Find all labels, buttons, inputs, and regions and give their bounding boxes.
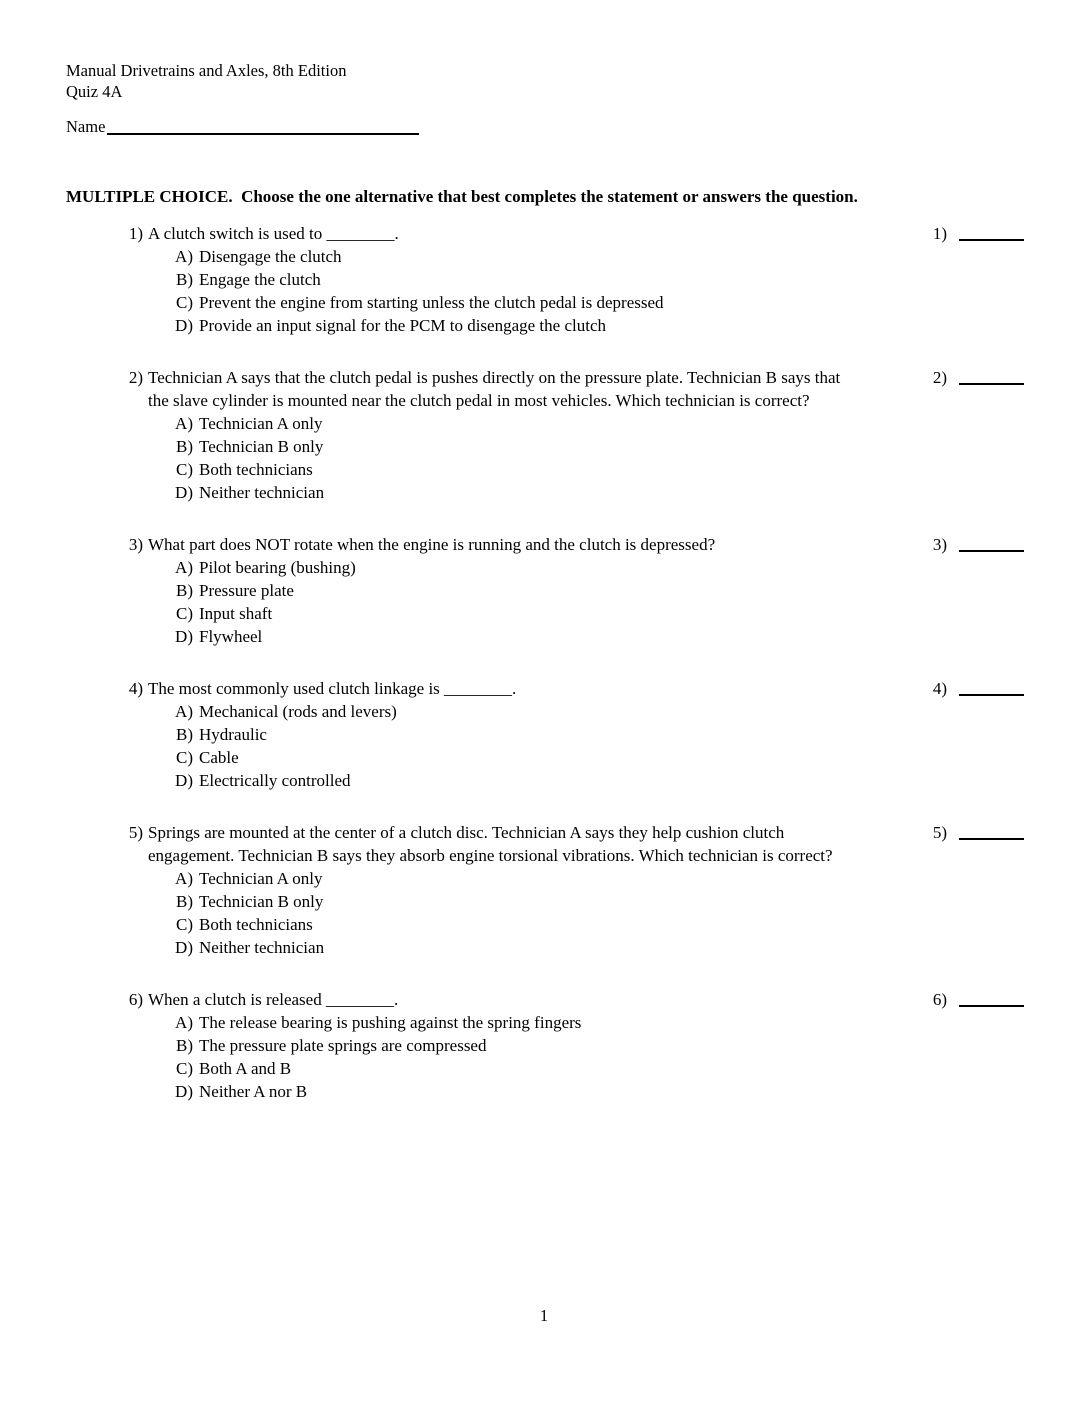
answer-blank-line[interactable] <box>959 677 1024 696</box>
question-main <box>66 366 866 504</box>
question-text: A clutch switch is used to ________. <box>148 224 399 243</box>
answer-number: 1) <box>932 224 947 243</box>
option-text: Mechanical (rods and levers) <box>199 702 397 721</box>
option-row <box>171 291 866 314</box>
option-row <box>171 746 866 769</box>
option-row <box>171 1080 866 1103</box>
option-label: C) <box>176 1059 193 1078</box>
answer-blank-line[interactable] <box>959 533 1024 552</box>
option-label: A) <box>175 414 193 433</box>
option-label: D) <box>175 771 193 790</box>
question-line <box>127 533 866 556</box>
question-text: What part does NOT rotate when the engine is running and the clutch is depressed? <box>148 535 716 554</box>
question-number: 6) <box>128 990 143 1009</box>
option-label: B) <box>176 581 193 600</box>
question-main <box>66 988 866 1103</box>
answer-number: 4) <box>932 679 947 698</box>
option-label: C) <box>176 460 193 479</box>
question-line <box>127 677 866 700</box>
option-text: Cable <box>199 748 239 767</box>
option-label: C) <box>176 293 193 312</box>
option-text: Disengage the clutch <box>199 247 342 266</box>
option-label: A) <box>175 869 193 888</box>
option-label: A) <box>175 558 193 577</box>
options-list <box>171 556 866 648</box>
option-text: Neither A nor B <box>199 1082 308 1101</box>
document-header <box>66 60 346 102</box>
name-row <box>66 116 419 137</box>
option-row <box>171 435 866 458</box>
option-text: Hydraulic <box>199 725 267 744</box>
option-row <box>171 412 866 435</box>
question-main <box>66 677 866 792</box>
question-block <box>66 821 1024 959</box>
option-label: C) <box>176 748 193 767</box>
option-label: B) <box>176 437 193 456</box>
question-block <box>66 366 1024 504</box>
option-text: Technician B only <box>199 892 324 911</box>
answer-area <box>923 821 1024 844</box>
option-label: A) <box>175 1013 193 1032</box>
quiz-subtitle: Quiz 4A <box>66 82 123 101</box>
option-row <box>171 481 866 504</box>
option-text: Pressure plate <box>199 581 294 600</box>
question-text: When a clutch is released ________. <box>148 990 399 1009</box>
question-block <box>66 533 1024 648</box>
answer-number: 3) <box>932 535 947 554</box>
option-label: A) <box>175 702 193 721</box>
answer-number: 6) <box>932 990 947 1009</box>
option-label: B) <box>176 892 193 911</box>
questions-list <box>66 222 1024 1132</box>
question-number: 1) <box>128 224 143 243</box>
options-list <box>171 700 866 792</box>
question-main <box>66 821 866 959</box>
option-text: Engage the clutch <box>199 270 321 289</box>
answer-blank-line[interactable] <box>959 988 1024 1007</box>
section-heading: MULTIPLE CHOICE. Choose the one alternative that best completes the statement or answers the question. <box>66 187 858 206</box>
option-label: C) <box>176 604 193 623</box>
option-label: D) <box>175 627 193 646</box>
option-row <box>171 602 866 625</box>
question-text: Springs are mounted at the center of a clutch disc. Technician A says they help cushion clutch engagement. Technician B says they absorb engine torsional vibrations. Which technician is correct? <box>148 823 833 865</box>
answer-area <box>923 677 1024 700</box>
question-number: 2) <box>128 368 143 387</box>
option-text: Electrically controlled <box>199 771 351 790</box>
option-text: Provide an input signal for the PCM to disengage the clutch <box>199 316 606 335</box>
option-label: D) <box>175 483 193 502</box>
options-list <box>171 1011 866 1103</box>
question-number: 5) <box>128 823 143 842</box>
option-row <box>171 314 866 337</box>
question-text: Technician A says that the clutch pedal is pushes directly on the pressure plate. Technician B says that the slave cylinder is mounted near the clutch pedal in most vehicles. Which technician is correct? <box>148 368 841 410</box>
option-row <box>171 579 866 602</box>
option-row <box>171 458 866 481</box>
answer-area <box>923 533 1024 556</box>
option-row <box>171 936 866 959</box>
name-label: Name <box>66 117 106 136</box>
option-text: Technician A only <box>199 414 323 433</box>
option-label: B) <box>176 270 193 289</box>
option-row <box>171 769 866 792</box>
page-number: 1 <box>539 1306 549 1325</box>
option-row <box>171 913 866 936</box>
option-text: Technician B only <box>199 437 324 456</box>
option-text: The release bearing is pushing against the spring fingers <box>199 1013 582 1032</box>
options-list <box>171 867 866 959</box>
question-main <box>66 533 866 648</box>
question-main <box>66 222 866 337</box>
question-block <box>66 222 1024 337</box>
answer-area <box>923 366 1024 389</box>
option-text: Neither technician <box>199 938 325 957</box>
question-number: 3) <box>128 535 143 554</box>
answer-blank-line[interactable] <box>959 222 1024 241</box>
option-label: B) <box>176 725 193 744</box>
answer-area <box>923 988 1024 1011</box>
option-text: Both A and B <box>199 1059 292 1078</box>
answer-blank-line[interactable] <box>959 366 1024 385</box>
question-line <box>127 222 866 245</box>
answer-number: 5) <box>932 823 947 842</box>
option-row <box>171 700 866 723</box>
options-list <box>171 412 866 504</box>
question-line <box>127 988 866 1011</box>
option-text: Pilot bearing (bushing) <box>199 558 356 577</box>
option-label: B) <box>176 1036 193 1055</box>
option-row <box>171 1057 866 1080</box>
document-title: Manual Drivetrains and Axles, 8th Edition <box>66 61 347 80</box>
option-text: Neither technician <box>199 483 325 502</box>
option-row <box>171 1034 866 1057</box>
option-label: D) <box>175 316 193 335</box>
answer-blank-line[interactable] <box>959 821 1024 840</box>
answer-area <box>923 222 1024 245</box>
option-row <box>171 1011 866 1034</box>
option-label: D) <box>175 938 193 957</box>
option-text: Flywheel <box>199 627 263 646</box>
option-row <box>171 867 866 890</box>
answer-number: 2) <box>932 368 947 387</box>
options-list <box>171 245 866 337</box>
option-text: Both technicians <box>199 460 313 479</box>
option-row <box>171 723 866 746</box>
question-block <box>66 988 1024 1103</box>
option-text: Technician A only <box>199 869 323 888</box>
option-label: D) <box>175 1082 193 1101</box>
option-row <box>171 268 866 291</box>
option-row <box>171 890 866 913</box>
option-row <box>171 556 866 579</box>
question-text: The most commonly used clutch linkage is ________. <box>148 679 517 698</box>
option-text: Prevent the engine from starting unless the clutch pedal is depressed <box>199 293 664 312</box>
question-block <box>66 677 1024 792</box>
option-label: C) <box>176 915 193 934</box>
option-text: Both technicians <box>199 915 313 934</box>
question-number: 4) <box>128 679 143 698</box>
option-text: The pressure plate springs are compressed <box>199 1036 487 1055</box>
question-line <box>127 821 866 867</box>
option-row <box>171 625 866 648</box>
option-text: Input shaft <box>199 604 273 623</box>
question-line <box>127 366 866 412</box>
option-label: A) <box>175 247 193 266</box>
name-blank-line[interactable] <box>107 116 419 135</box>
option-row <box>171 245 866 268</box>
